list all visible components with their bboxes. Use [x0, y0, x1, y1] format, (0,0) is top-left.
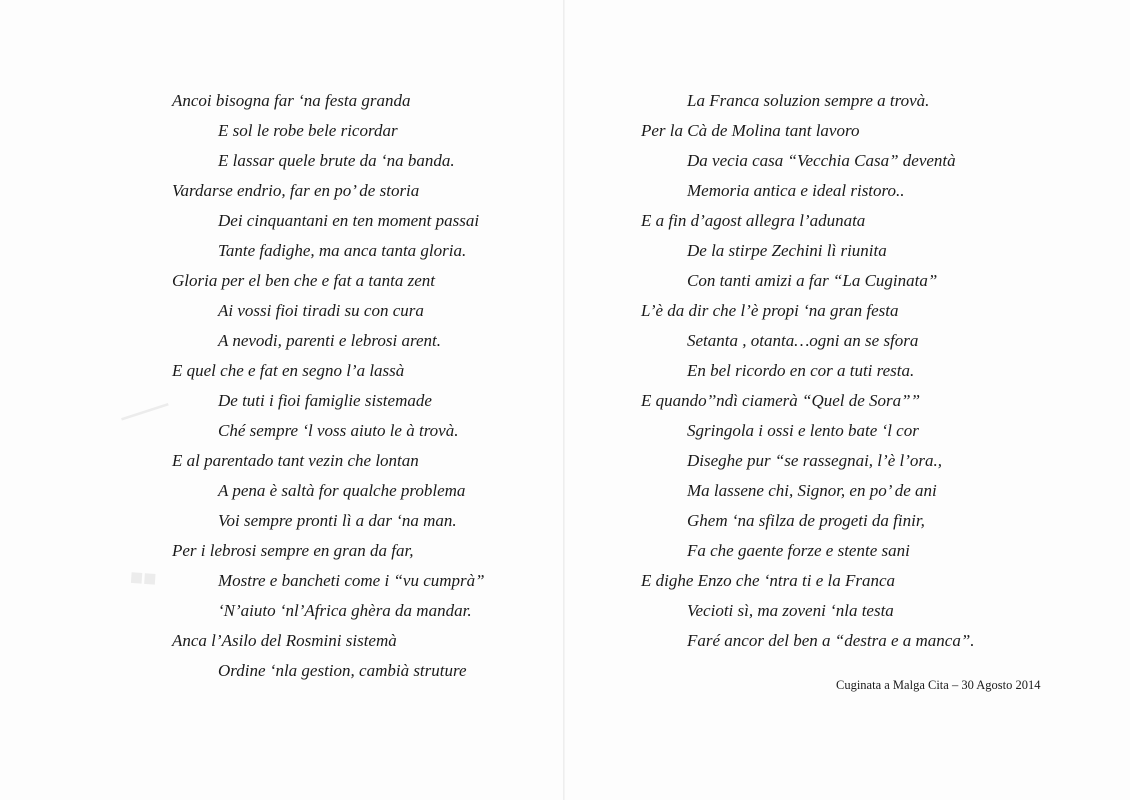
verse-line: Ché sempre ‘l voss aiuto le à trovà.	[218, 421, 459, 440]
poem-right-column	[641, 86, 1061, 656]
verse-line: Gloria per el ben che e fat a tanta zent	[172, 271, 435, 290]
verse-line: Ma lassene chi, Signor, en po’ de ani	[687, 481, 937, 500]
verse-line: Ghem ‘na sfilza de progeti da finir,	[687, 511, 925, 530]
verse-line: Diseghe pur “se rassegnai, l’è l’ora.,	[687, 451, 942, 470]
verse-line: Vardarse endrio, far en po’ de storia	[172, 181, 420, 200]
verse-line: Ancoi bisogna far ‘na festa granda	[172, 91, 411, 110]
verse-line: E quel che e fat en segno l’a lassà	[172, 361, 405, 380]
verse-line: De tuti i fioi famiglie sistemade	[218, 391, 432, 410]
footer-caption: Cuginata a Malga Cita – 30 Agosto 2014	[836, 678, 1041, 692]
verse-line: Fa che gaente forze e stente sani	[687, 541, 910, 560]
verse-line: A nevodi, parenti e lebrosi arent.	[218, 331, 442, 350]
verse-line: E a fin d’agost allegra l’adunata	[641, 211, 866, 230]
verse-line: Memoria antica e ideal ristoro..	[687, 181, 905, 200]
verse-line: E lassar quele brute da ‘na banda.	[218, 151, 455, 170]
verse-line: E quando’’ndì ciamerà “Quel de Sora””	[641, 391, 921, 410]
verse-line: Sgringola i ossi e lento bate ‘l cor	[687, 421, 919, 440]
verse-line: Per i lebrosi sempre en gran da far,	[172, 541, 414, 560]
verse-line: L’è da dir che l’è propi ‘na gran festa	[641, 301, 899, 320]
verse-line: Dei cinquantani en ten moment passai	[218, 211, 480, 230]
verse-line: Ordine ‘nla gestion, cambià struture	[218, 661, 467, 680]
verse-line: Da vecia casa “Vecchia Casa” deventà	[687, 151, 956, 170]
verse-line: ‘N’aiuto ‘nl’Africa ghèra da mandar.	[218, 601, 472, 620]
verse-line: Con tanti amizi a far “La Cuginata”	[687, 271, 938, 290]
verse-line: E dighe Enzo che ‘ntra ti e la Franca	[641, 571, 896, 590]
verse-line: Anca l’Asilo del Rosmini sistemà	[172, 631, 397, 650]
verse-line: Vecioti sì, ma zoveni ‘nla testa	[687, 601, 894, 620]
verse-line: Setanta , otanta…ogni an se sfora	[687, 331, 919, 350]
verse-line: A pena è saltà for qualche problema	[218, 481, 466, 500]
bleed-through-mark: ⸺	[115, 386, 174, 434]
poem-left-column	[172, 86, 552, 686]
verse-line: De la stirpe Zechini lì riunita	[687, 241, 887, 260]
verse-line: Ai vossi fioi tiradi su con cura	[218, 301, 424, 320]
verse-line: E al parentado tant vezin che lontan	[172, 451, 419, 470]
verse-line: Mostre e bancheti come i “vu cumprà”	[218, 571, 485, 590]
verse-line: Voi sempre pronti lì a dar ‘na man.	[218, 511, 457, 530]
verse-line: Faré ancor del ben a “destra e a manca”.	[687, 631, 975, 650]
bleed-through-mark: ■■	[129, 564, 158, 591]
verse-line: E sol le robe bele ricordar	[218, 121, 398, 140]
verse-line: Tante fadighe, ma anca tanta gloria.	[218, 241, 467, 260]
verse-line: Per la Cà de Molina tant lavoro	[641, 121, 860, 140]
verse-line: En bel ricordo en cor a tuti resta.	[687, 361, 915, 380]
page-fold-divider	[563, 0, 565, 800]
verse-line: La Franca soluzion sempre a trovà.	[687, 91, 930, 110]
